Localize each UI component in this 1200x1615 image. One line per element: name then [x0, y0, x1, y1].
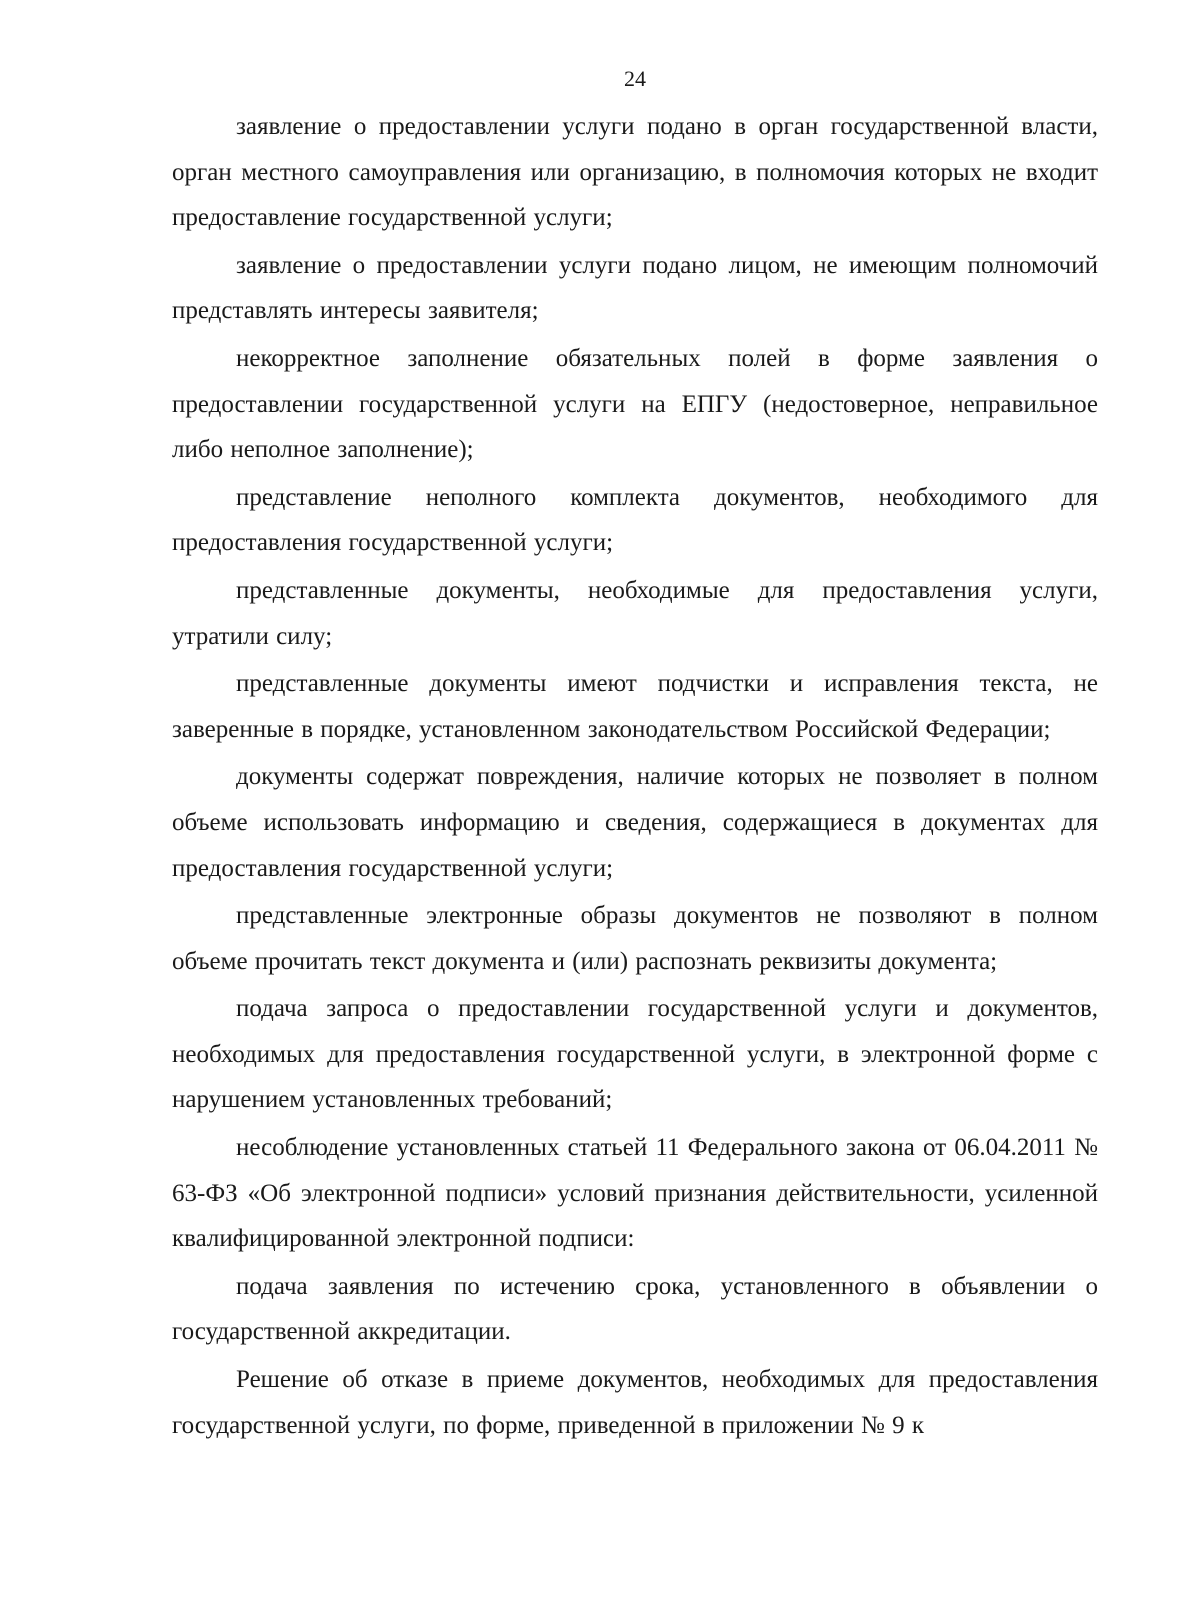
paragraph-12: Решение об отказе в приеме документов, необходимых для предоставления государственной услуги, по форме, приведенной в приложении № 9 к [172, 1366, 1098, 1439]
paragraph-9: подача запроса о предоставлении государственной услуги и документов, необходимых для предоставления государственной услуги, в электронной форме с нарушением установленных требований; [172, 995, 1098, 1114]
paragraph-10: несоблюдение установленных статьей 11 Федерального закона от 06.04.2011 № 63-ФЗ «Об электронной подписи» условий признания действительности, усиленной квалифицированной электронной подписи: [172, 1134, 1098, 1253]
document-body [172, 104, 1098, 1450]
paragraph-6: представленные документы имеют подчистки и исправления текста, не заверенные в порядке, установленном законодательством Российской Федерации; [172, 670, 1098, 743]
paragraph-2: заявление о предоставлении услуги подано лицом, не имеющим полномочий представлять интересы заявителя; [172, 251, 1098, 325]
paragraph-4: представление неполного комплекта документов, необходимого для предоставления государственной услуги; [172, 483, 1098, 557]
page-number: 24 [624, 66, 646, 91]
paragraph-11: подача заявления по истечению срока, установленного в объявлении о государственной аккредитации. [172, 1272, 1098, 1346]
paragraph-8: представленные электронные образы документов не позволяют в полном объеме прочитать текст документа и (или) распознать реквизиты документа; [172, 902, 1098, 975]
paragraph-5: представленные документы, необходимые для предоставления услуги, утратили силу; [172, 576, 1098, 650]
paragraph-1: заявление о предоставлении услуги подано в орган государственной власти, орган местного самоуправления или организацию, в полномочия которых не входит предоставление государственной услуги; [172, 113, 1098, 232]
paragraph-7: документы содержат повреждения, наличие которых не позволяет в полном объеме использовать информацию и сведения, содержащиеся в документах для предоставления государственной услуги; [172, 763, 1098, 882]
paragraph-3: некорректное заполнение обязательных полей в форме заявления о предоставлении государственной услуги на ЕПГУ (недостоверное, неправильное либо неполное заполнение); [172, 344, 1098, 464]
